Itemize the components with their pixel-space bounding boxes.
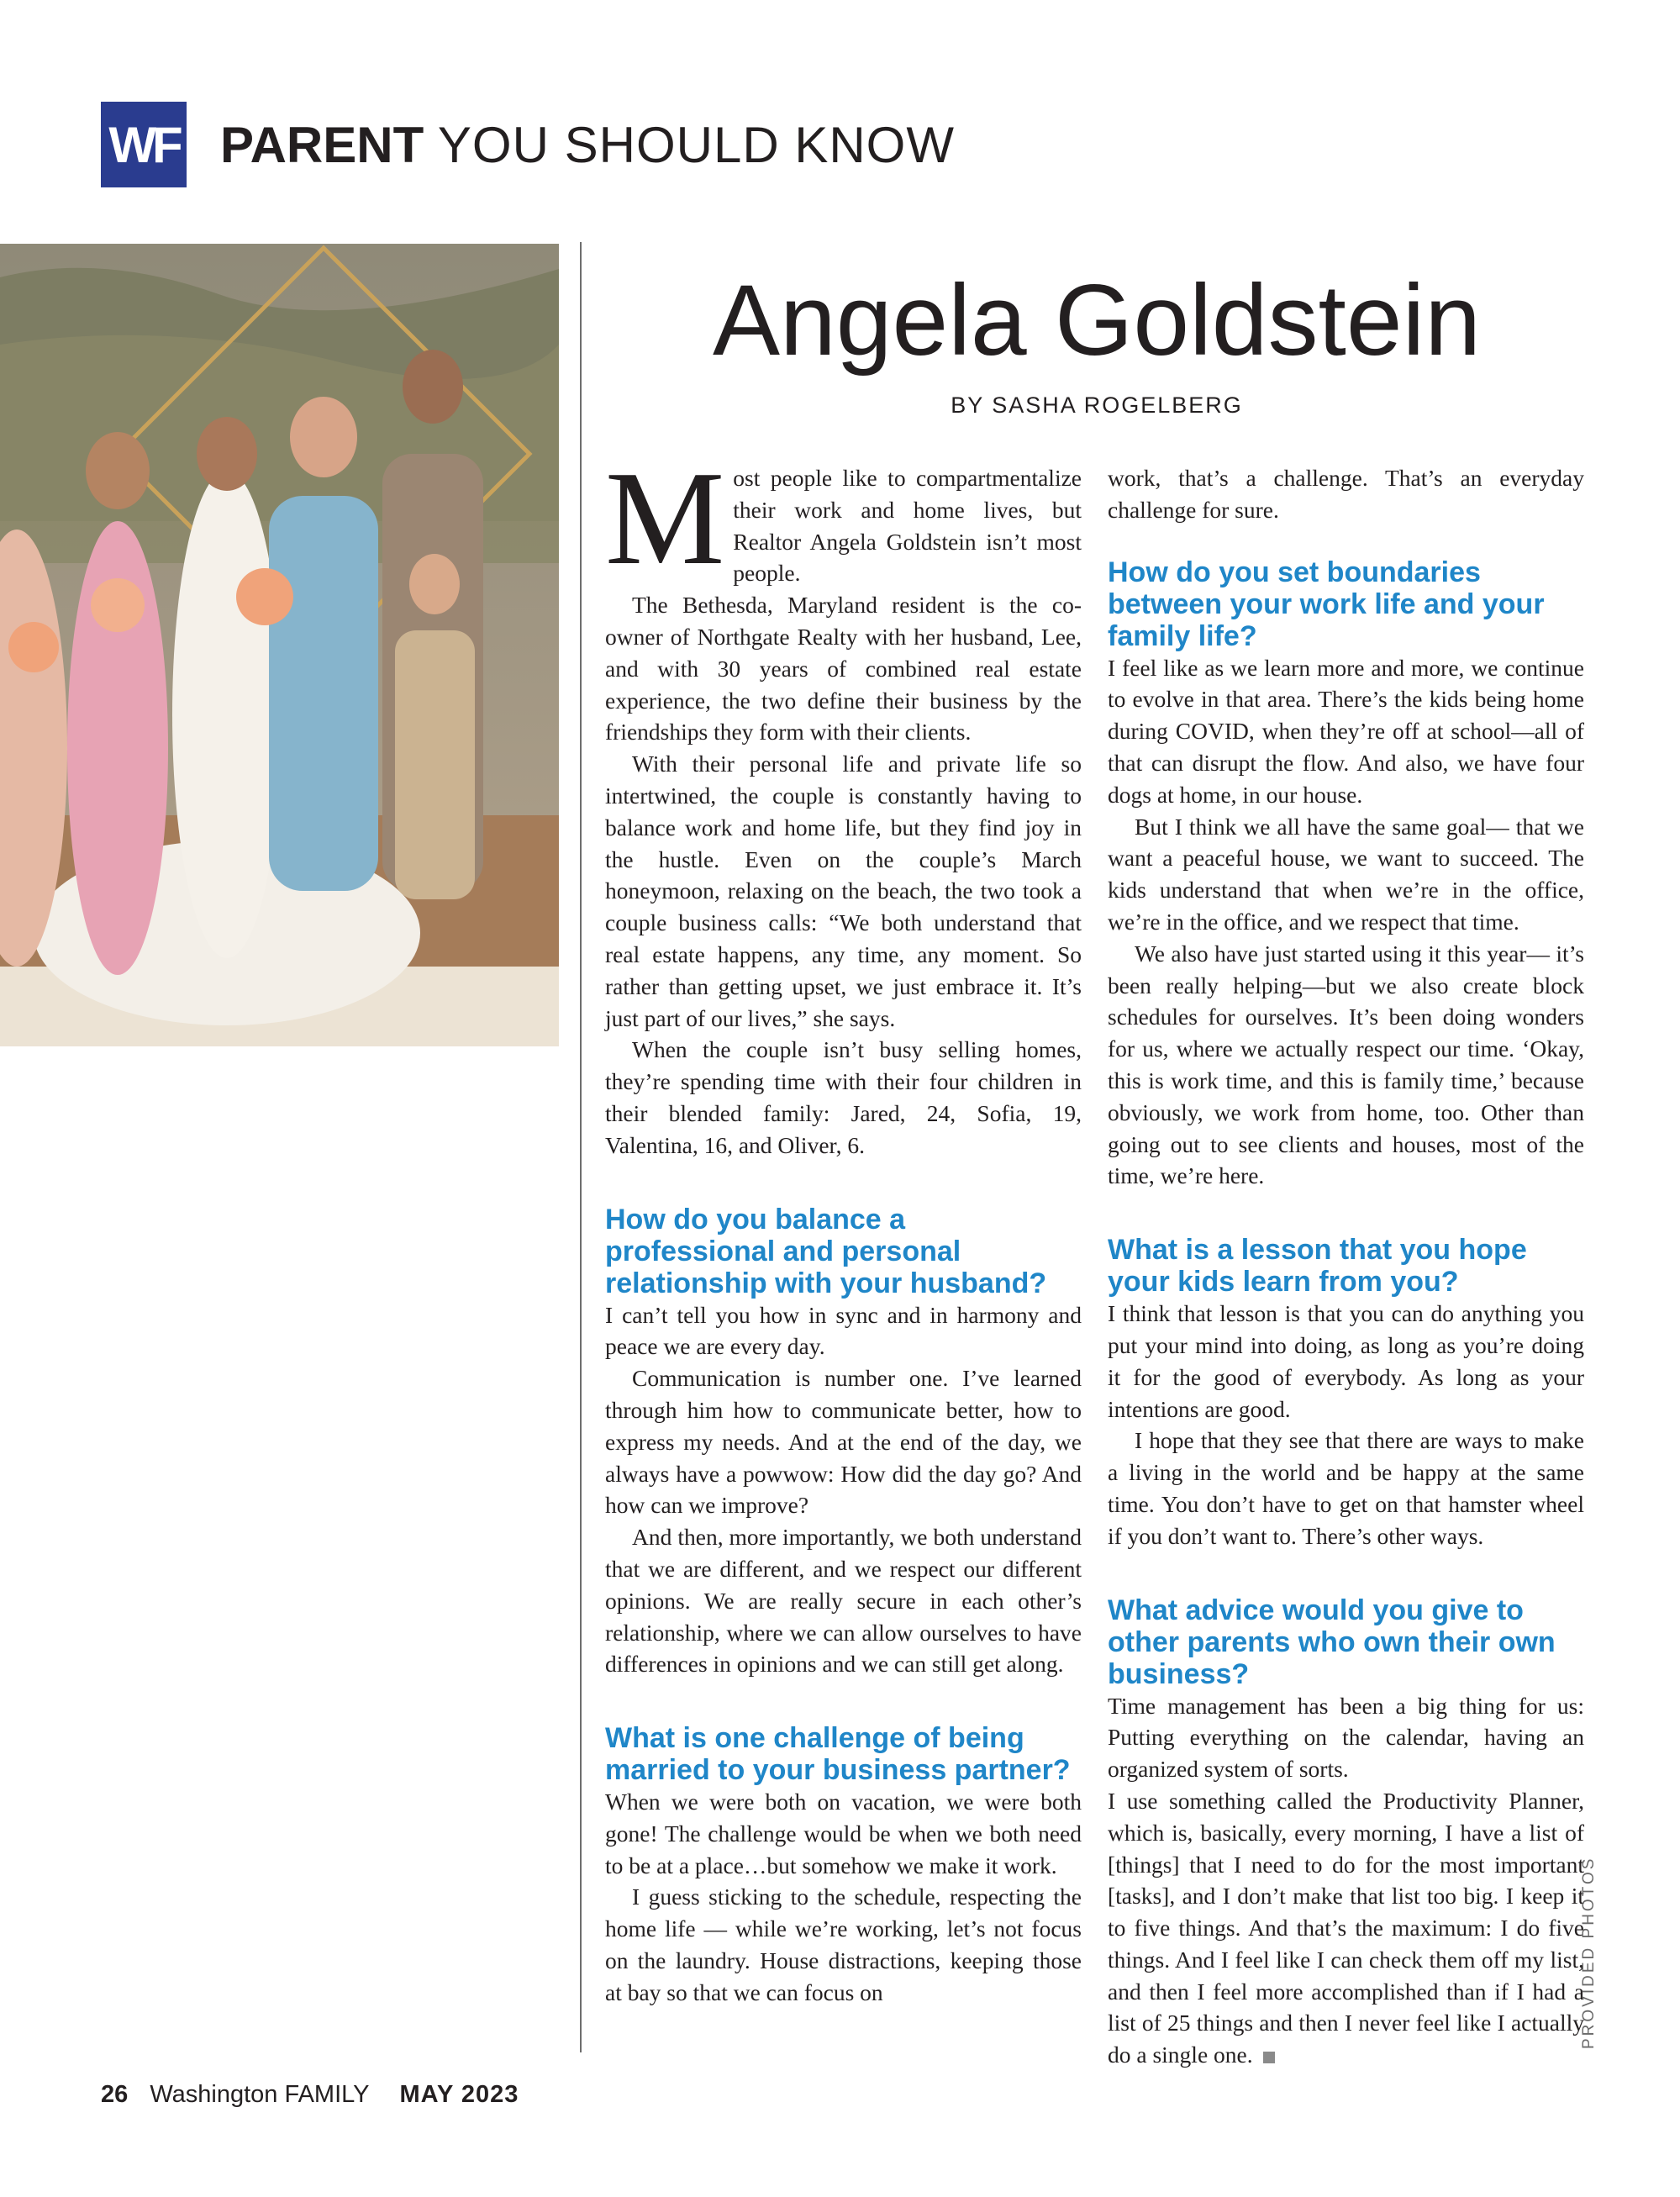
answer-paragraph: I use something called the Productivity Planner, which is, basically, every morning, I have a list of [things] that I need to do for the most important [tasks], and I don’t make that list too big. I keep it to five things. And that’s the maximum: I do five things. And I feel like I can check them off my list, and then I feel more accomplished than if I had a list of 25 things and then I never feel like I actually do a single one. — [1108, 1787, 1584, 2068]
answer-paragraph: I think that lesson is that you can do anything you put your mind into doing, as long as you’re doing it for the good of everybody. As long as your intentions are good. — [1108, 1300, 1584, 1422]
continued-paragraph: work, that’s a challenge. That’s an everyday challenge for sure. — [1108, 465, 1584, 523]
article-column-1 — [605, 443, 1082, 2009]
question-heading: What advice would you give to other parents who own their own business? — [1108, 1594, 1556, 1690]
dropcap: M — [605, 443, 725, 593]
section-title-bold: PARENT — [220, 116, 424, 173]
answer-paragraph: Communication is number one. I’ve learned through him how to communicate better, how to express my needs. And at the end of the day, we always have a powwow: How did the day go? And how can we improve? — [605, 1365, 1082, 1519]
byline: BY SASHA ROGELBERG — [951, 393, 1243, 418]
page-number: 26 — [101, 2081, 129, 2108]
answer-paragraph: But I think we all have the same goal— that we want a peaceful house, we want to succeed. The kids understand that when we’re in the office, we’re in the office, and we respect that time. — [1108, 813, 1584, 935]
page-footer — [101, 2081, 519, 2109]
answer-paragraph: Time management has been a big thing for us: Putting everything on the calendar, having an organized system of sorts. — [1108, 1692, 1584, 1783]
family-photo — [0, 244, 559, 1046]
wf-logo: WF — [101, 102, 187, 187]
column-divider — [580, 242, 582, 2052]
answer-paragraph: I guess sticking to the schedule, respecting the home life — while we’re working, let’s not focus on the laundry. House distractions, keeping those at bay so that we can focus on — [605, 1884, 1082, 2005]
answer-paragraph: When we were both on vacation, we were both gone! The challenge would be when we both need to be at a place…but somehow we make it work. — [605, 1789, 1082, 1878]
magazine-name: Washington FAMILY — [150, 2081, 370, 2108]
answer-paragraph: We also have just started using it this year— it’s been really helping—but we also create block schedules for ourselves. It’s been doing wonders for us, where we actually respect our time. ‘Okay, this is work time, and this is family time,’ because obviously, we work from home, too. Other than going out to see clients and houses, most of the time, we’re here. — [1108, 940, 1584, 1189]
photo-credit: PROVIDED PHOTOS — [1580, 1856, 1598, 2049]
question-heading: What is a lesson that you hope your kids learn from you? — [1108, 1234, 1527, 1299]
wedding-photo-illustration — [0, 244, 559, 1046]
answer-paragraph: I hope that they see that there are ways to make a living in the world and be happy at the same time. You don’t have to get on that hamster wheel if you don’t want to. There’s other ways. — [1108, 1427, 1584, 1549]
section-header — [101, 101, 955, 188]
intro-paragraph: With their personal life and private life so intertwined, the couple is constantly having to balance work and home life, but they find joy in the hustle. Even on the couple’s March honeymoon, relaxing on the beach, the two took a couple business calls: “We both understand that real estate happens, any time, any moment. So rather than getting upset, we just embrace it. It’s just part of our lives,” she says. — [605, 751, 1082, 1031]
question-heading: How do you balance a professional and personal relationship with your husband? — [605, 1203, 1047, 1299]
section-title-light: YOU SHOULD KNOW — [437, 116, 955, 173]
question-heading: How do you set boundaries between your work life and your family life? — [1108, 556, 1545, 652]
intro-paragraph: Most people like to compartmentalize their work and home lives, but Realtor Angela Goldstein isn’t most people. — [605, 443, 1082, 593]
question-heading: What is one challenge of being married to your business partner? — [605, 1722, 1071, 1787]
intro-paragraph: The Bethesda, Maryland resident is the co-owner of Northgate Realty with her husband, Lee, and with 30 years of combined real estate experience, the two define their business by the friendships they form with their clients. — [605, 592, 1082, 746]
intro-paragraph: When the couple isn’t busy selling homes, they’re spending time with their four children in their blended family: Jared, 24, Sofia, 19, Valentina, 16, and Oliver, 6. — [605, 1036, 1082, 1158]
issue-date: MAY 2023 — [399, 2081, 519, 2108]
section-title — [220, 116, 955, 174]
article-title: Angela Goldstein — [713, 264, 1481, 377]
end-mark-icon — [1263, 2052, 1275, 2063]
answer-paragraph: And then, more importantly, we both understand that we are different, and we respect our different opinions. We are really secure in each other’s relationship, where we can allow ourselves to have differences in opinions and we can still get along. — [605, 1524, 1082, 1678]
answer-paragraph: I can’t tell you how in sync and in harmony and peace we are every day. — [605, 1301, 1082, 1360]
answer-paragraph: I feel like as we learn more and more, we continue to evolve in that area. There’s the kids being home during COVID, when they’re off at school—all of that can disrupt the flow. And also, we have four dogs at home, in our house. — [1108, 654, 1584, 808]
article-column-2 — [1108, 462, 1584, 2071]
